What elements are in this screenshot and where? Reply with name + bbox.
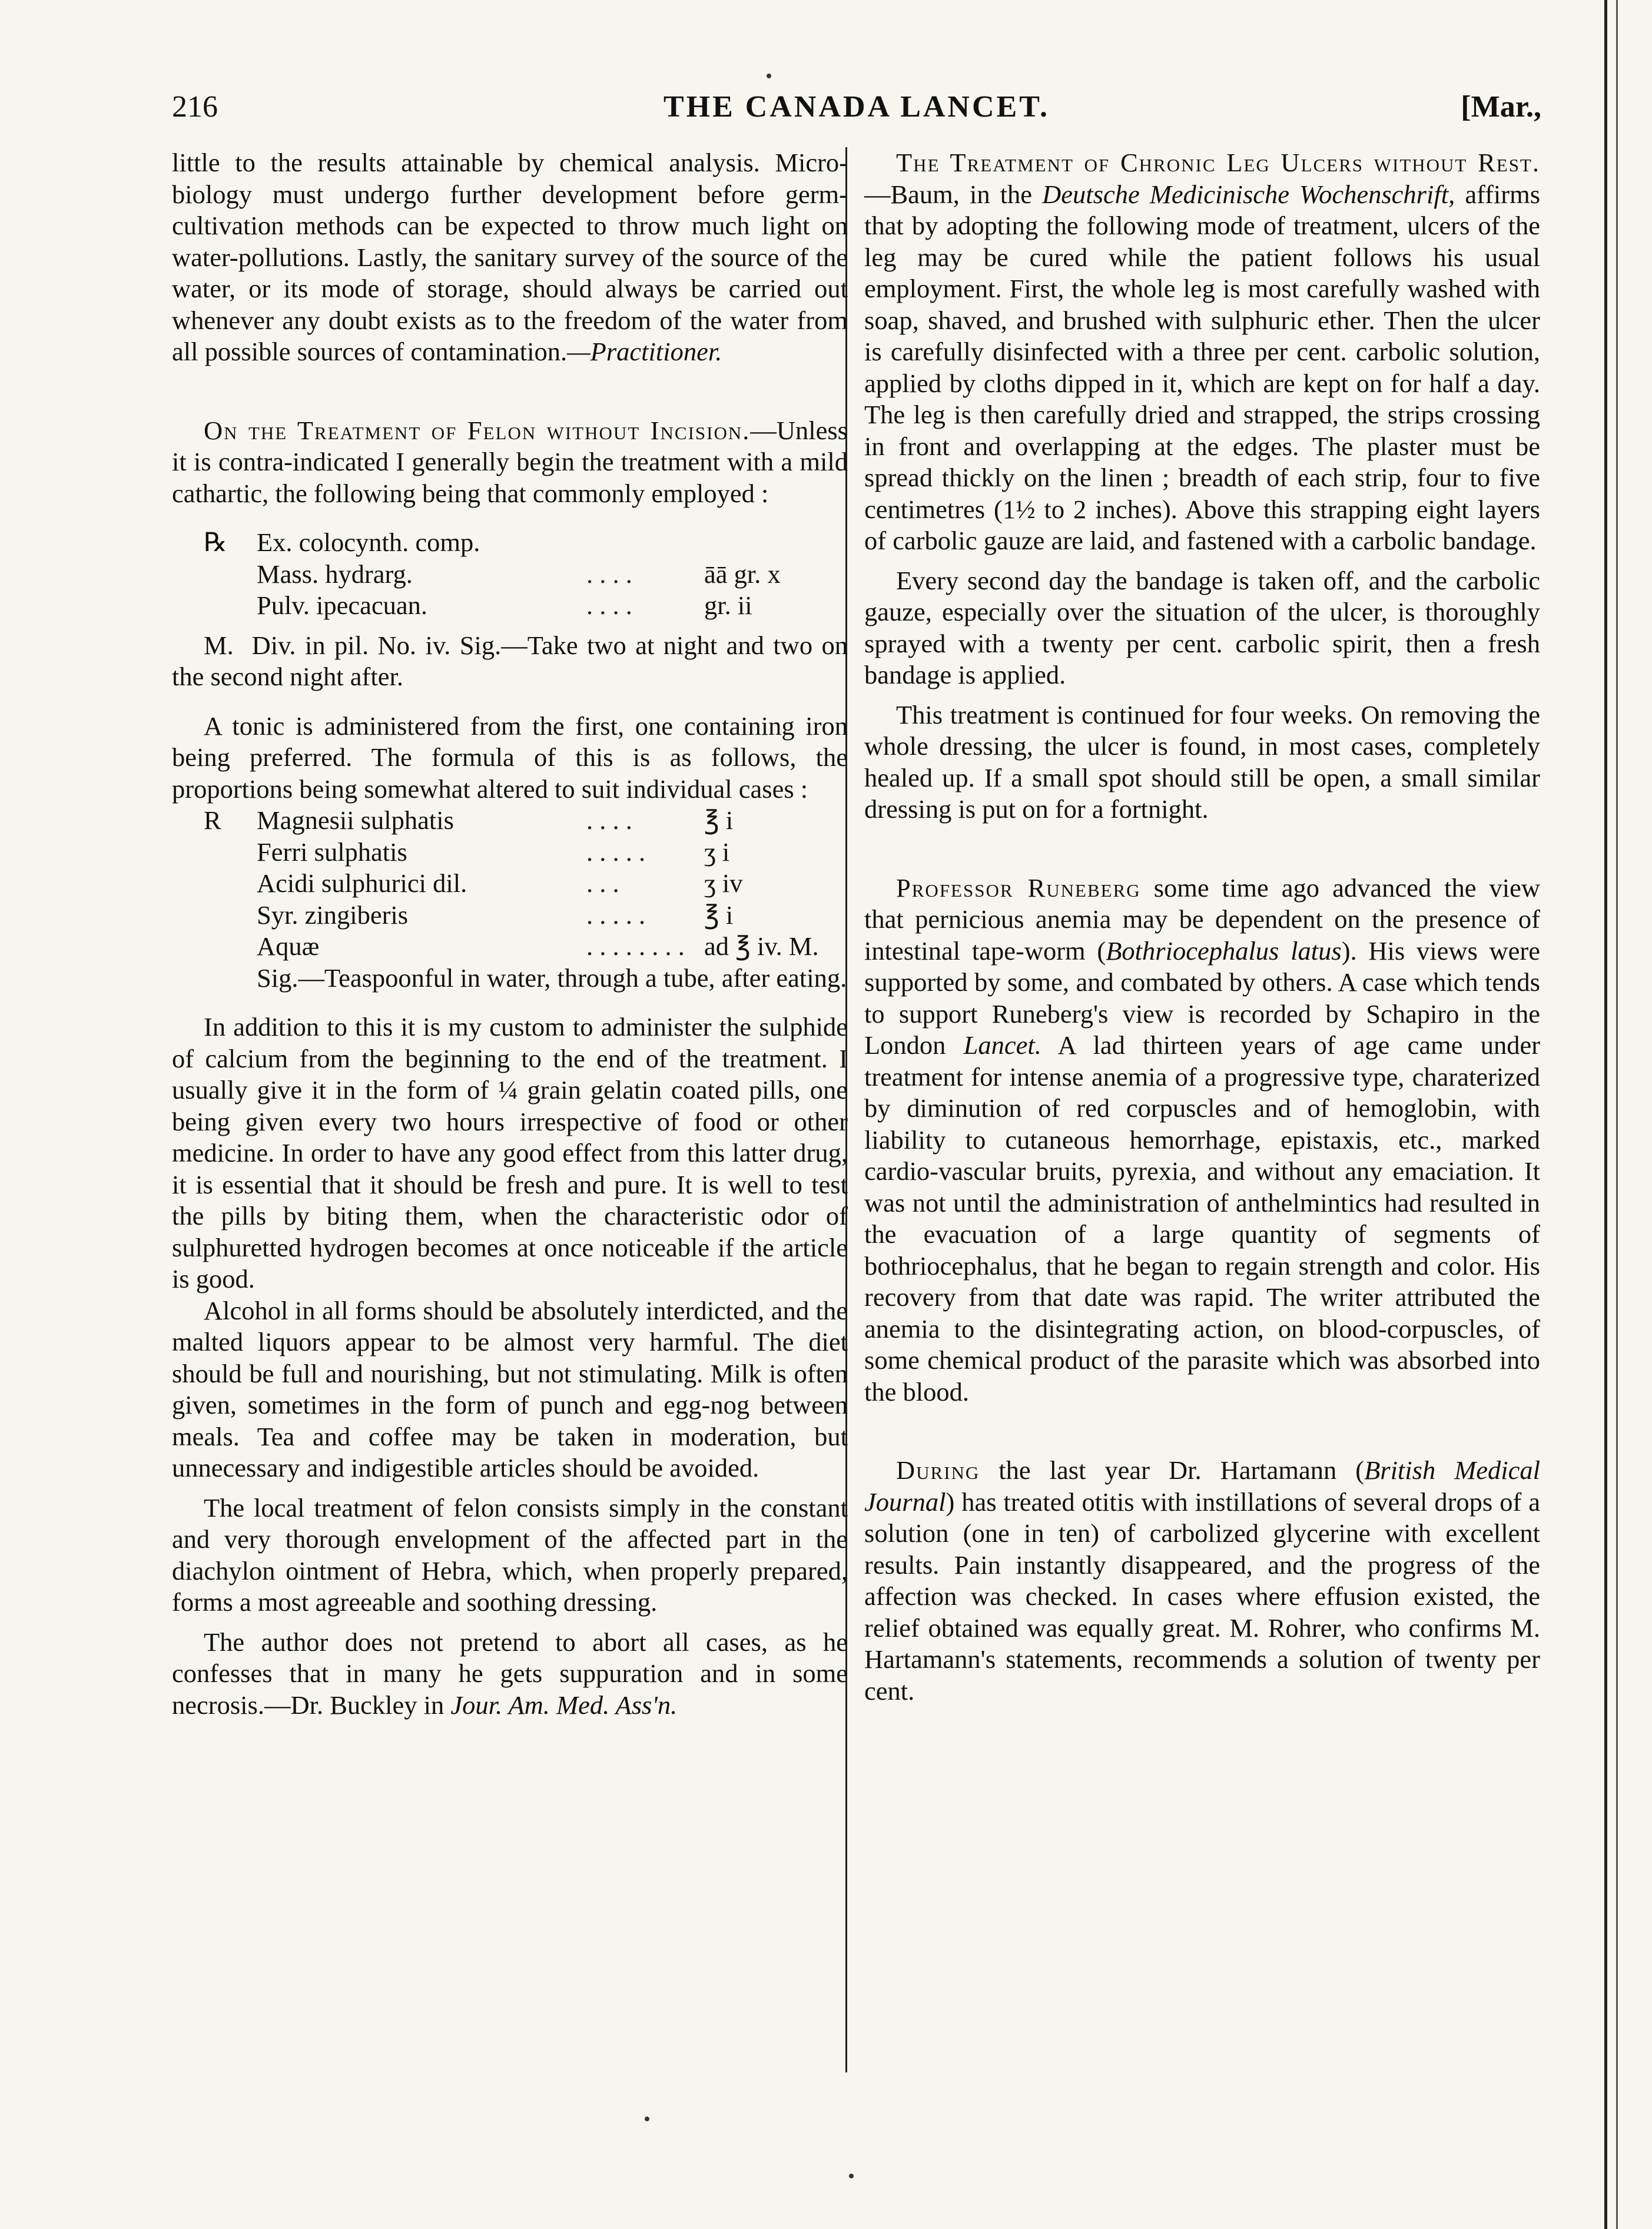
leader-dots: . . . . . bbox=[586, 900, 646, 930]
issue-month: [Mar., bbox=[1461, 90, 1541, 124]
journal-citation: Jour. Am. Med. Ass'n. bbox=[450, 1690, 678, 1720]
species-name: Bothriocephalus latus bbox=[1106, 936, 1342, 966]
leg-ulcer-paragraph bbox=[864, 147, 1540, 557]
ingredient-name: Aquæ bbox=[257, 931, 320, 961]
right-column bbox=[864, 147, 1540, 1707]
four-weeks-paragraph: This treatment is continued for four weeks. On removing the whole dressing, the ulcer is found, in most cases, completely healed up. If a small spot should still be open, a small similar dressing is put on for a fortnight. bbox=[864, 699, 1540, 824]
water-analysis-text: little to the results attainable by chemical analysis. Micro-biology must undergo further development before germ-cultivation methods can be expected to throw much light on water-pollutions. Lastly, the sanitary survey of the source of the water, or its mode of storage, should always be carried out whenever any doubt exists as to the freedom of the water from all possible sources of contamination. bbox=[172, 148, 848, 366]
ingredient-dose: ℥ i bbox=[704, 900, 734, 930]
ingredient-name: Mass. hydrarg. bbox=[257, 559, 413, 589]
felon-intro-paragraph bbox=[172, 415, 848, 510]
recipe-symbol bbox=[204, 900, 257, 931]
felon-intro-text: —Unless it is contra-indicated I generally begin the treatment with a mild cathartic, the following being that commonly employed : bbox=[172, 415, 848, 508]
alcohol-paragraph: Alcohol in all forms should be absolutely interdicted, and the malted liquors appear to be almost very harmful. The diet should be full and nourishing, but not stimulating. Milk is often given, sometimes in the form of punch and egg-nog between meals. Tea and coffee may be taken in moderation, but unnecessary and indigestible articles should be avoided. bbox=[172, 1295, 848, 1482]
recipe-symbol bbox=[204, 868, 257, 900]
recipe-symbol bbox=[204, 837, 257, 868]
leader-dots: . . . . . . . . bbox=[586, 931, 685, 961]
practitioner-citation: —Practitioner. bbox=[567, 337, 722, 366]
print-speck bbox=[645, 2117, 649, 2121]
author-paragraph bbox=[172, 1627, 848, 1721]
prescription-line bbox=[204, 868, 848, 900]
runeberg-lead: Professor Runeberg bbox=[896, 873, 1141, 903]
runeberg-text-b: ). His views were supported by some, and combated by others. A case which tends to support Runeberg's view is recorded by Schapiro in the London bbox=[864, 936, 1540, 1060]
otitis-paragraph bbox=[864, 1455, 1540, 1707]
leader-dots: . . . bbox=[586, 868, 619, 898]
recipe-symbol bbox=[204, 590, 257, 622]
leader-dots: . . . . bbox=[586, 805, 632, 835]
bandage-paragraph: Every second day the bandage is taken off, and the carbolic gauze, especially over the situation of the ulcer, is thoroughly sprayed with a twenty per cent. carbolic spirit, then a fresh bandage is applied. bbox=[864, 565, 1540, 689]
leg-ulcer-text-b: affirms that by adopting the following mode of treatment, ulcers of the leg may be cured while the patient follows his usual employment. First, the whole leg is most carefully washed with soap, shaved, and brushed with sulphuric ether. Then the ulcer is carefully disinfected with a three per cent. carbolic solution, applied by cloths dipped in it, which are kept on for half a day. The leg is then carefully dried and strapped, the strips crossing in front and overlapping at the edges. The plaster must be spread thickly on the linen ; breadth of each strip, four to five centimetres (1½ to 2 inches). Above this strapping eight layers of carbolic gauze are laid, and fastened with a carbolic bandage. bbox=[864, 179, 1541, 555]
prescription-line bbox=[204, 527, 848, 559]
runeberg-text-c: A lad thirteen years of age came under treatment for intense anemia of a progressive type, charaterized by diminution of red corpuscles and of hemoglobin, with liability to cutaneous hemorrhage, epistaxis, etc., marked cardio-vascular bruits, pyrexia, and without any emaciation. It was not until the administration of anthelmintics had resulted in the evacuation of a large quantity of segments of bothriocephalus, that he began to regain strength and color. His recovery from that date was rapid. The writer attributed the anemia to the disintegrating action, on blood-corpuscles, of some chemical product of the parasite which was absorbed into the blood. bbox=[864, 1030, 1541, 1407]
ingredient-name: Acidi sulphurici dil. bbox=[257, 868, 467, 898]
tonic-directions: Sig.—Teaspoonful in water, through a tube, after eating. bbox=[257, 963, 847, 993]
water-analysis-paragraph bbox=[172, 147, 848, 368]
ingredient-dose: ʒ i bbox=[704, 837, 730, 867]
felon-heading: On the Treatment of Felon without Incision. bbox=[204, 415, 751, 445]
ingredient-name: Pulv. ipecacuan. bbox=[257, 591, 427, 620]
recipe-symbol bbox=[204, 559, 257, 591]
cathartic-directions-text: Div. in pil. No. iv. Sig.—Take two at night and two on the second night after. bbox=[172, 630, 848, 691]
runeberg-paragraph bbox=[864, 873, 1540, 1408]
journal-title: THE CANADA LANCET. bbox=[663, 90, 1050, 124]
leader-dots: . . . . bbox=[586, 559, 632, 589]
otitis-text-b: ) has treated otitis with instillations of several drops of a solution (one in ten) of carbolized glycerine with excellent results. Pain instantly disappeared, and the progress of the affection was checked. In cases where effusion existed, the relief obtained was equally great. M. Rohrer, who confirms M. Hartamann's statements, recommends a solution of twenty per cent. bbox=[864, 1487, 1540, 1706]
prescription-line bbox=[204, 931, 848, 963]
recipe-symbol: ℞ bbox=[204, 528, 227, 557]
leader-dots: . . . . . bbox=[586, 837, 646, 867]
ingredient-dose: ad ℥ iv. M. bbox=[704, 931, 819, 961]
prescription-line bbox=[204, 559, 848, 591]
recipe-symbol: R bbox=[204, 805, 221, 835]
prescription-line bbox=[204, 837, 848, 868]
recipe-symbol bbox=[204, 931, 257, 963]
binding-edge-line bbox=[1604, 0, 1607, 2229]
ingredient-dose: ℥ i bbox=[704, 805, 734, 835]
leader-dots bbox=[586, 527, 704, 559]
print-speck bbox=[849, 2174, 854, 2178]
cathartic-directions bbox=[172, 630, 848, 693]
otitis-lead: During bbox=[896, 1455, 980, 1485]
otitis-text-a: the last year Dr. Hartamann ( bbox=[999, 1455, 1365, 1485]
prescription-line bbox=[204, 900, 848, 931]
journal-citation: British Medical Journal bbox=[864, 1455, 1540, 1517]
cathartic-prescription bbox=[172, 527, 848, 622]
misce-symbol: M. bbox=[204, 630, 234, 660]
ingredient-dose: gr. ii bbox=[704, 591, 752, 620]
binding-edge-line-secondary bbox=[1616, 0, 1618, 2229]
leg-ulcer-heading: The Treatment of Chronic Leg Ulcers without Rest. bbox=[896, 148, 1540, 177]
journal-citation: Deutsche Medicinische Wochenschrift, bbox=[1042, 179, 1455, 209]
journal-citation: Lancet. bbox=[963, 1030, 1041, 1060]
ingredient-dose: āā gr. x bbox=[704, 559, 781, 589]
ingredient-name: Ex. colocynth. comp. bbox=[257, 528, 480, 557]
left-column bbox=[172, 147, 848, 1721]
prescription-line bbox=[204, 805, 848, 837]
sulphide-paragraph: In addition to this it is my custom to administer the sulphide of calcium from the beginning to the end of the treatment. I usually give it in the form of ¼ grain gelatin coated pills, one being given every two hours irrespective of food or other medicine. In order to have any good effect from this latter drug, it is essential that it should be fresh and pure. It is well to test the pills by biting them, when the characteristic odor of sulphuretted hydrogen becomes at once noticeable if the article is good. bbox=[172, 1012, 848, 1293]
prescription-line bbox=[204, 590, 848, 622]
ingredient-name: Magnesii sulphatis bbox=[257, 805, 454, 835]
tonic-prescription bbox=[172, 805, 848, 963]
tonic-paragraph: A tonic is administered from the first, one containing iron being preferred. The formula of this is as follows, the proportions being somewhat altered to suit individual cases : bbox=[172, 711, 848, 804]
local-treatment-paragraph: The local treatment of felon consists simply in the constant and very thorough envelopment of the affected part in the diachylon ointment of Hebra, which, when properly prepared, forms a most agreeable and soothing dressing. bbox=[172, 1492, 848, 1617]
ingredient-dose bbox=[704, 527, 834, 559]
running-header bbox=[172, 82, 1541, 135]
runeberg-text-a: some time ago advanced the view that pernicious anemia may be dependent on the presence of intestinal tape-worm ( bbox=[864, 873, 1541, 966]
leader-dots: . . . . bbox=[586, 591, 632, 620]
author-paragraph-text: The author does not pretend to abort all cases, as he confesses that in many he gets suppuration and in some necrosis.—Dr. Buckley in bbox=[172, 1627, 848, 1720]
ingredient-name: Syr. zingiberis bbox=[257, 900, 409, 930]
ingredient-name: Ferri sulphatis bbox=[257, 837, 407, 867]
leg-ulcer-text-a: —Baum, in the bbox=[864, 179, 1033, 209]
page-number: 216 bbox=[172, 90, 218, 124]
print-speck bbox=[767, 74, 771, 78]
ingredient-dose: ʒ iv bbox=[704, 868, 743, 898]
